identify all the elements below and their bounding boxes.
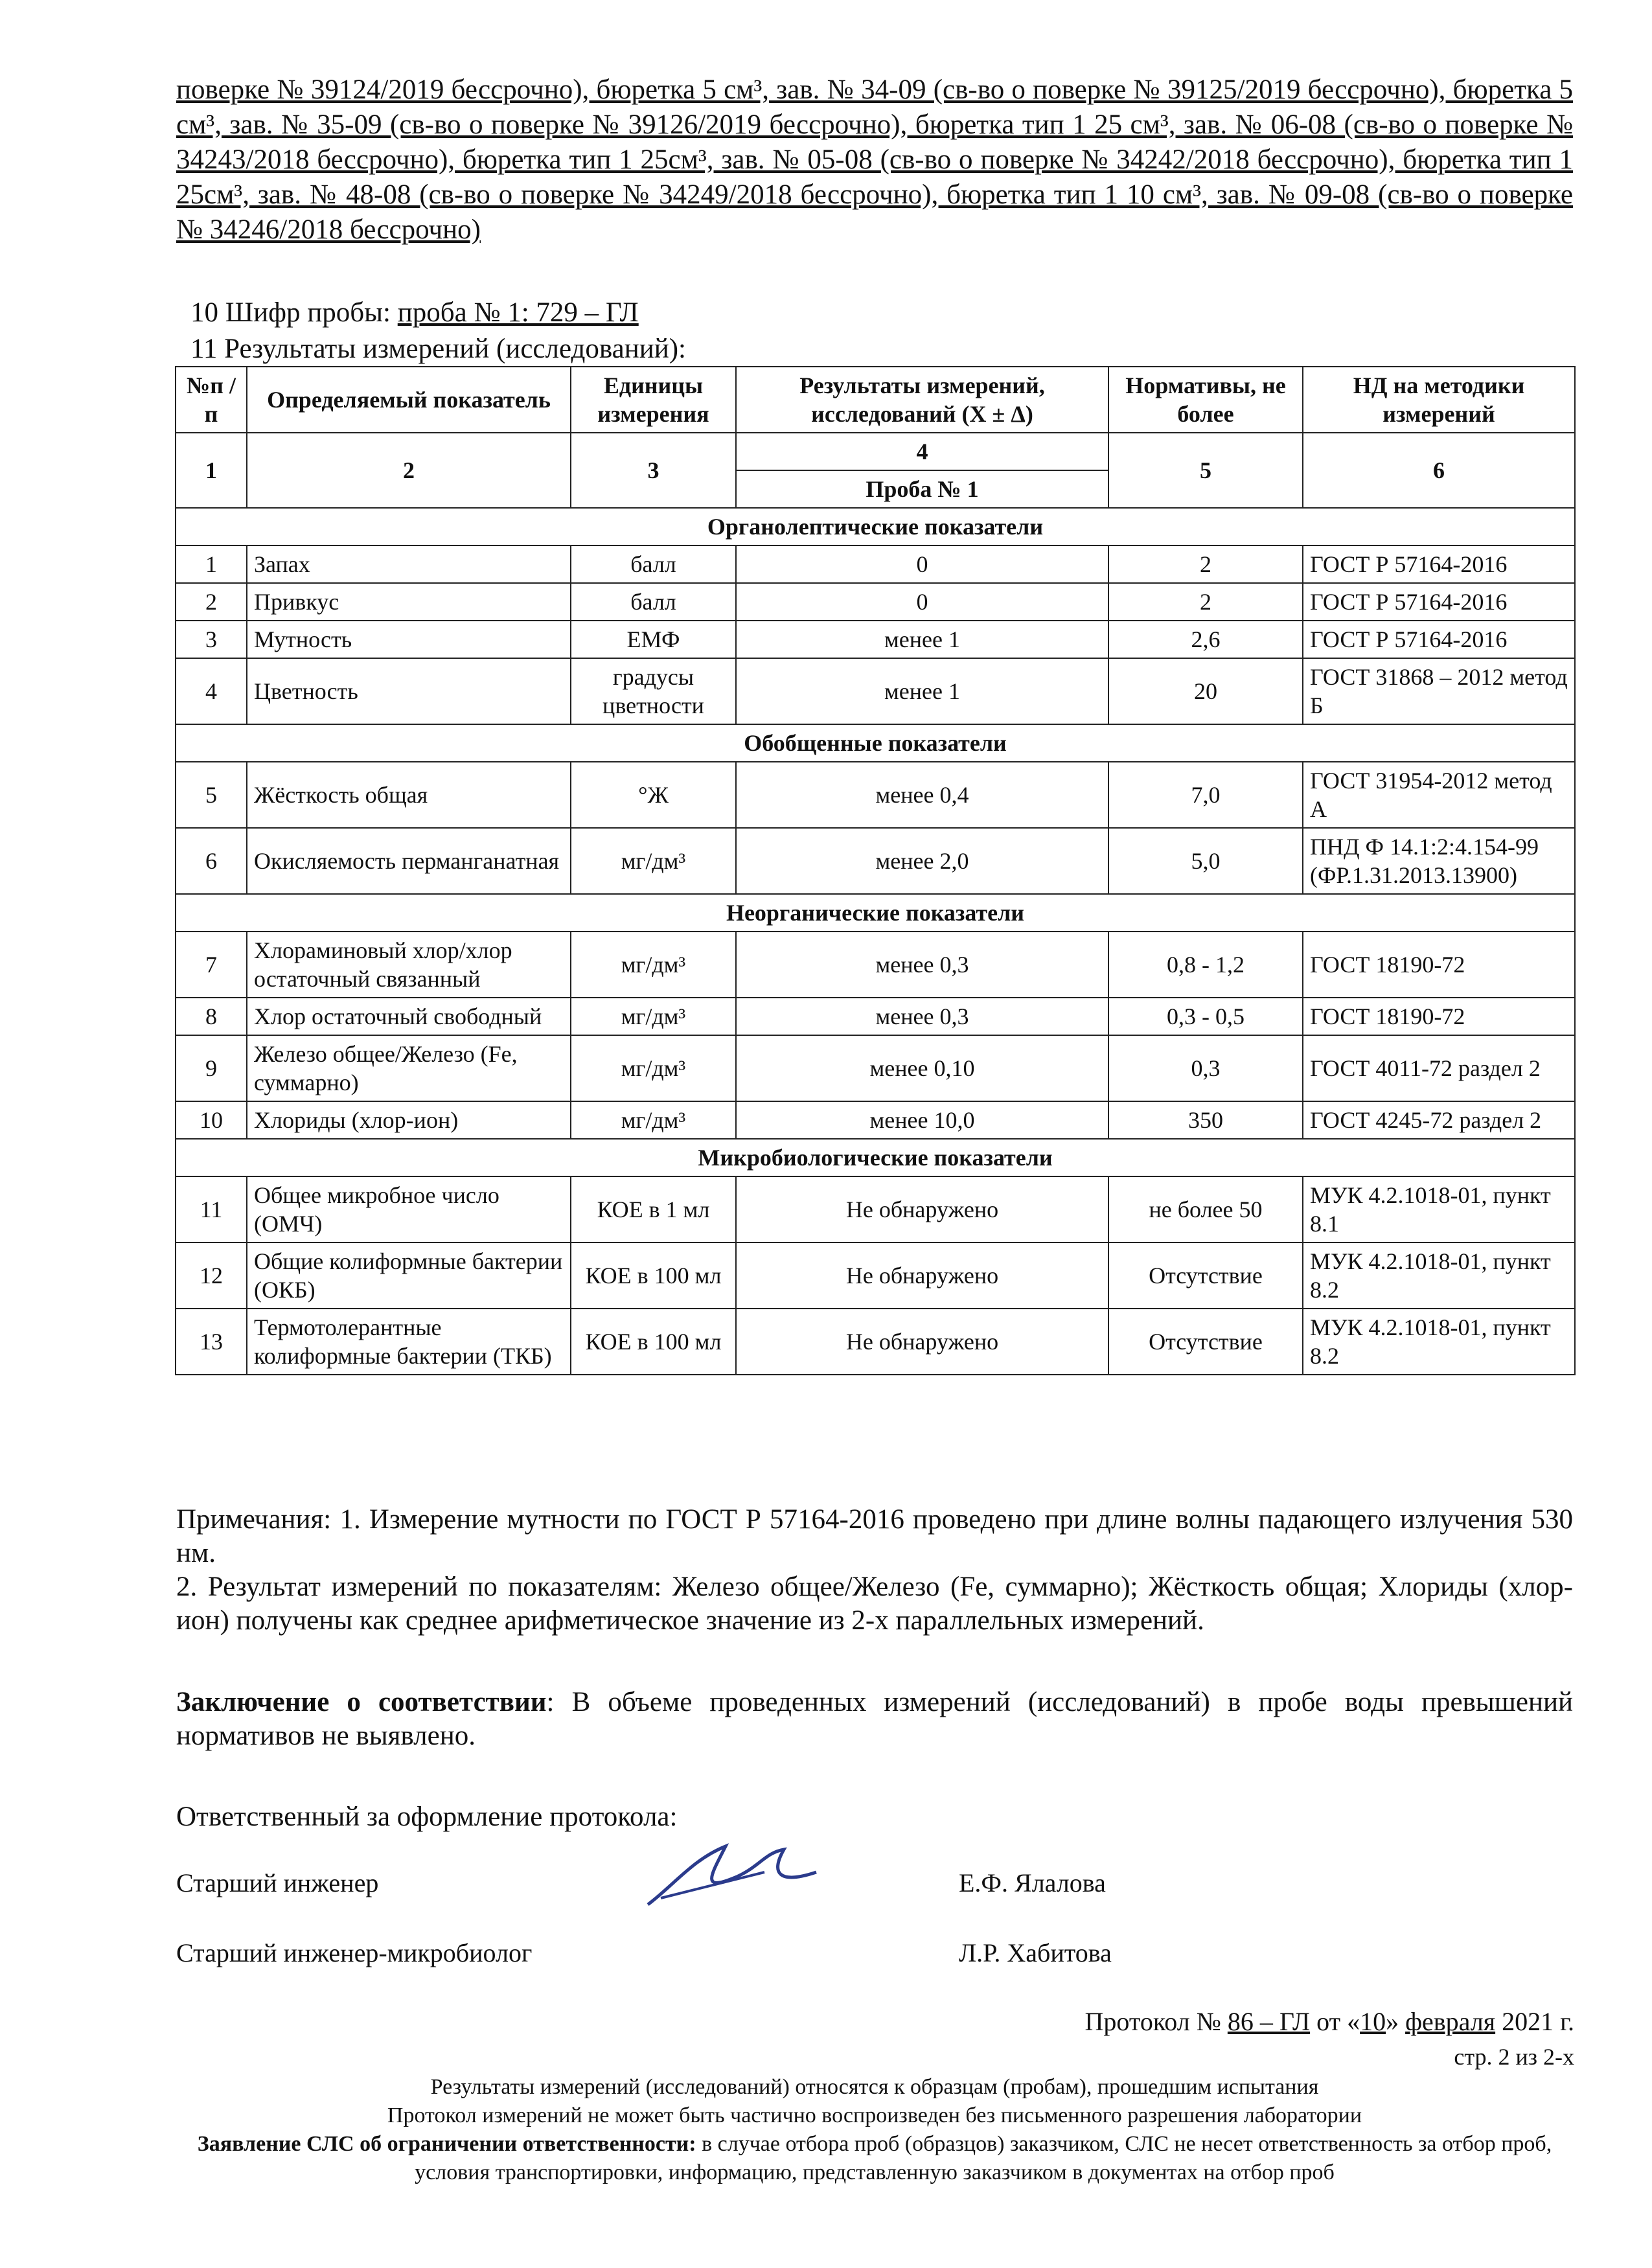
cell-unit: балл: [571, 545, 736, 583]
header-unit: Единицы измерения: [571, 367, 736, 433]
sample-code-label: 10 Шифр пробы:: [190, 297, 398, 328]
cell-method: ГОСТ Р 57164-2016: [1303, 545, 1575, 583]
cell-norm: не более 50: [1108, 1176, 1303, 1243]
cell-method: ГОСТ Р 57164-2016: [1303, 621, 1575, 658]
cell-result: менее 0,4: [736, 762, 1108, 828]
cell-result: менее 1: [736, 658, 1108, 724]
note-1: Примечания: 1. Измерение мутности по ГОСТ Р 57164-2016 проведено при длине волны падающего излучения 530 нм.: [176, 1504, 1573, 1568]
cell-method: МУК 4.2.1018-01, пункт 8.2: [1303, 1243, 1575, 1309]
cell-num: 11: [176, 1176, 247, 1243]
table-row: [176, 828, 1575, 894]
cell-method: ГОСТ Р 57164-2016: [1303, 583, 1575, 621]
protocol-month: февраля: [1405, 2007, 1496, 2036]
cell-num: 12: [176, 1243, 247, 1309]
cell-unit: КОЕ в 100 мл: [571, 1309, 736, 1375]
cell-result: 0: [736, 545, 1108, 583]
colnum-2: 2: [247, 433, 571, 508]
responsible-label: Ответственный за оформление протокола:: [176, 1802, 678, 1832]
sample-label: Проба № 1: [736, 470, 1108, 508]
cell-result: менее 0,3: [736, 932, 1108, 998]
cell-method: МУК 4.2.1018-01, пункт 8.2: [1303, 1309, 1575, 1375]
cell-unit: мг/дм³: [571, 932, 736, 998]
cell-norm: 2: [1108, 545, 1303, 583]
cell-method: ГОСТ 31868 – 2012 метод Б: [1303, 658, 1575, 724]
cell-result: Не обнаружено: [736, 1176, 1108, 1243]
signer-2-title: Старший инженер-микробиолог: [176, 1938, 533, 1967]
sample-code: [190, 295, 639, 330]
section-row: [176, 508, 1575, 545]
cell-num: 8: [176, 998, 247, 1035]
cell-num: 13: [176, 1309, 247, 1375]
table-row: [176, 762, 1575, 828]
note-2: 2. Результат измерений по показателям: Железо общее/Железо (Fe, суммарно); Жёсткость общая; Хлориды (хлор-ион) получены как среднее арифметическое значение из 2-х параллельных измерений.: [176, 1572, 1573, 1636]
header-num: №п /п: [176, 367, 247, 433]
cell-unit: балл: [571, 583, 736, 621]
cell-result: менее 1: [736, 621, 1108, 658]
footer-disclaimer-text: в случае отбора проб (образцов) заказчиком, СЛС не несет ответственность за отбор проб, условия транспортировки, информацию, представленную заказчиком в документах на отбор проб: [415, 2132, 1552, 2184]
cell-method: ГОСТ 31954-2012 метод А: [1303, 762, 1575, 828]
cell-unit: ЕМФ: [571, 621, 736, 658]
header-param: Определяемый показатель: [247, 367, 571, 433]
cell-result: менее 2,0: [736, 828, 1108, 894]
cell-unit: мг/дм³: [571, 1035, 736, 1101]
table-row: [176, 545, 1575, 583]
equipment-paragraph: поверке № 39124/2019 бессрочно), бюретка 5 см³, зав. № 34-09 (св-во о поверке № 39125/2019 бессрочно), бюретка 5 см³, зав. № 35-09 (св-во о поверке № 39126/2019 бессрочно), бюретка тип 1 25 см³, зав. № 06-08 (св-во о поверке № 34243/2018 бессрочно), бюретка тип 1 25см³, зав. № 05-08 (св-во о поверке № 34242/2018 бессрочно), бюретка тип 1 25см³, зав. № 48-08 (св-во о поверке № 34249/2018 бессрочно), бюретка тип 1 10 см³, зав. № 09-08 (св-во о поверке № 34246/2018 бессрочно): [176, 74, 1573, 245]
conclusion-label: Заключение о соответствии: [176, 1687, 547, 1717]
cell-param: Термотолерантные колиформные бактерии (ТКБ): [247, 1309, 571, 1375]
cell-param: Общие колиформные бактерии (ОКБ): [247, 1243, 571, 1309]
cell-param: Жёсткость общая: [247, 762, 571, 828]
table-row: [176, 1176, 1575, 1243]
cell-param: Мутность: [247, 621, 571, 658]
cell-unit: мг/дм³: [571, 1101, 736, 1139]
section-row: [176, 894, 1575, 932]
cell-num: 3: [176, 621, 247, 658]
table-row: [176, 998, 1575, 1035]
cell-param: Привкус: [247, 583, 571, 621]
colnum-5: 5: [1108, 433, 1303, 508]
cell-param: Хлор остаточный свободный: [247, 998, 571, 1035]
cell-method: МУК 4.2.1018-01, пункт 8.1: [1303, 1176, 1575, 1243]
cell-method: ГОСТ 18190-72: [1303, 998, 1575, 1035]
protocol-number: 86 – ГЛ: [1227, 2007, 1311, 2036]
cell-norm: 2: [1108, 583, 1303, 621]
cell-norm: 0,3: [1108, 1035, 1303, 1101]
signer-1-name: Е.Ф. Ялалова: [959, 1868, 1106, 1897]
protocol-prefix: Протокол №: [1084, 2007, 1228, 2036]
sample-code-value: проба № 1: 729 – ГЛ: [397, 297, 639, 328]
table-row: [176, 1309, 1575, 1375]
cell-result: менее 0,3: [736, 998, 1108, 1035]
section-organoleptic: Органолептические показатели: [176, 508, 1575, 545]
footer: [162, 2073, 1587, 2187]
cell-result: 0: [736, 583, 1108, 621]
cell-unit: мг/дм³: [571, 828, 736, 894]
table-row: [176, 1035, 1575, 1101]
signer-2-name: Л.Р. Хабитова: [959, 1938, 1112, 1967]
column-number-row: [176, 433, 1575, 470]
cell-param: Железо общее/Железо (Fe, суммарно): [247, 1035, 571, 1101]
protocol-day: 10: [1360, 2007, 1386, 2036]
cell-param: Общее микробное число (ОМЧ): [247, 1176, 571, 1243]
cell-method: ГОСТ 4245-72 раздел 2: [1303, 1101, 1575, 1139]
cell-norm: 350: [1108, 1101, 1303, 1139]
section-inorganic: Неорганические показатели: [176, 894, 1575, 932]
results-table: [175, 366, 1576, 1375]
cell-unit: градусы цветности: [571, 658, 736, 724]
cell-num: 10: [176, 1101, 247, 1139]
cell-param: Запах: [247, 545, 571, 583]
section-row: [176, 1139, 1575, 1176]
table-row: [176, 621, 1575, 658]
colnum-4: 4: [736, 433, 1108, 470]
footer-disclaimer-label: Заявление СЛС об ограничении ответственности:: [197, 2132, 696, 2156]
colnum-6: 6: [1303, 433, 1575, 508]
conclusion: [176, 1686, 1573, 1753]
cell-unit: КОЕ в 1 мл: [571, 1176, 736, 1243]
header-result: Результаты измерений, исследований (Х ± Δ): [736, 367, 1108, 433]
cell-unit: °Ж: [571, 762, 736, 828]
cell-num: 1: [176, 545, 247, 583]
cell-num: 2: [176, 583, 247, 621]
footer-line-2: Протокол измерений не может быть частично воспроизведен без письменного разрешения лаборатории: [387, 2103, 1362, 2127]
cell-method: ГОСТ 4011-72 раздел 2: [1303, 1035, 1575, 1101]
section-micro: Микробиологические показатели: [176, 1139, 1575, 1176]
cell-result: менее 0,10: [736, 1035, 1108, 1101]
cell-num: 5: [176, 762, 247, 828]
protocol-year: 2021 г.: [1495, 2007, 1574, 2036]
cell-norm: 20: [1108, 658, 1303, 724]
cell-method: ГОСТ 18190-72: [1303, 932, 1575, 998]
cell-norm: 7,0: [1108, 762, 1303, 828]
cell-result: Не обнаружено: [736, 1243, 1108, 1309]
cell-norm: 2,6: [1108, 621, 1303, 658]
cell-result: менее 10,0: [736, 1101, 1108, 1139]
cell-param: Хлориды (хлор-ион): [247, 1101, 571, 1139]
section-general: Обобщенные показатели: [176, 724, 1575, 762]
cell-param: Цветность: [247, 658, 571, 724]
notes: [176, 1503, 1573, 1638]
cell-method: ПНД Ф 14.1:2:4.154-99 (ФР.1.31.2013.13900): [1303, 828, 1575, 894]
colnum-1: 1: [176, 433, 247, 508]
section-row: [176, 724, 1575, 762]
table-row: [176, 1243, 1575, 1309]
table-row: [176, 583, 1575, 621]
colnum-3: 3: [571, 433, 736, 508]
cell-norm: Отсутствие: [1108, 1243, 1303, 1309]
protocol-reference: [1085, 2004, 1574, 2039]
cell-norm: Отсутствие: [1108, 1309, 1303, 1375]
cell-param: Окисляемость перманганатная: [247, 828, 571, 894]
cell-num: 7: [176, 932, 247, 998]
results-heading: 11 Результаты измерений (исследований):: [190, 334, 686, 364]
conclusion-text: : В объеме проведенных измерений (исследований) в пробе воды превышений нормативов не выявлено.: [176, 1687, 1573, 1751]
cell-norm: 5,0: [1108, 828, 1303, 894]
header-method: НД на методики измерений: [1303, 367, 1575, 433]
header-norm: Нормативы, не более: [1108, 367, 1303, 433]
cell-unit: мг/дм³: [571, 998, 736, 1035]
protocol-from: от «: [1310, 2007, 1360, 2036]
page-number: стр. 2 из 2-х: [1454, 2044, 1574, 2070]
cell-result: Не обнаружено: [736, 1309, 1108, 1375]
table-row: [176, 658, 1575, 724]
table-header-row: [176, 367, 1575, 433]
cell-num: 4: [176, 658, 247, 724]
cell-norm: 0,8 - 1,2: [1108, 932, 1303, 998]
signer-1-title: Старший инженер: [176, 1868, 379, 1897]
table-row: [176, 932, 1575, 998]
cell-norm: 0,3 - 0,5: [1108, 998, 1303, 1035]
table-row: [176, 1101, 1575, 1139]
footer-line-1: Результаты измерений (исследований) относятся к образцам (пробам), прошедшим испытания: [430, 2075, 1319, 2099]
cell-num: 9: [176, 1035, 247, 1101]
handwritten-signature-icon: [635, 1833, 829, 1918]
cell-unit: КОЕ в 100 мл: [571, 1243, 736, 1309]
cell-param: Хлораминовый хлор/хлор остаточный связанный: [247, 932, 571, 998]
cell-num: 6: [176, 828, 247, 894]
footer-line-3: [162, 2130, 1587, 2187]
protocol-quote: »: [1386, 2007, 1406, 2036]
